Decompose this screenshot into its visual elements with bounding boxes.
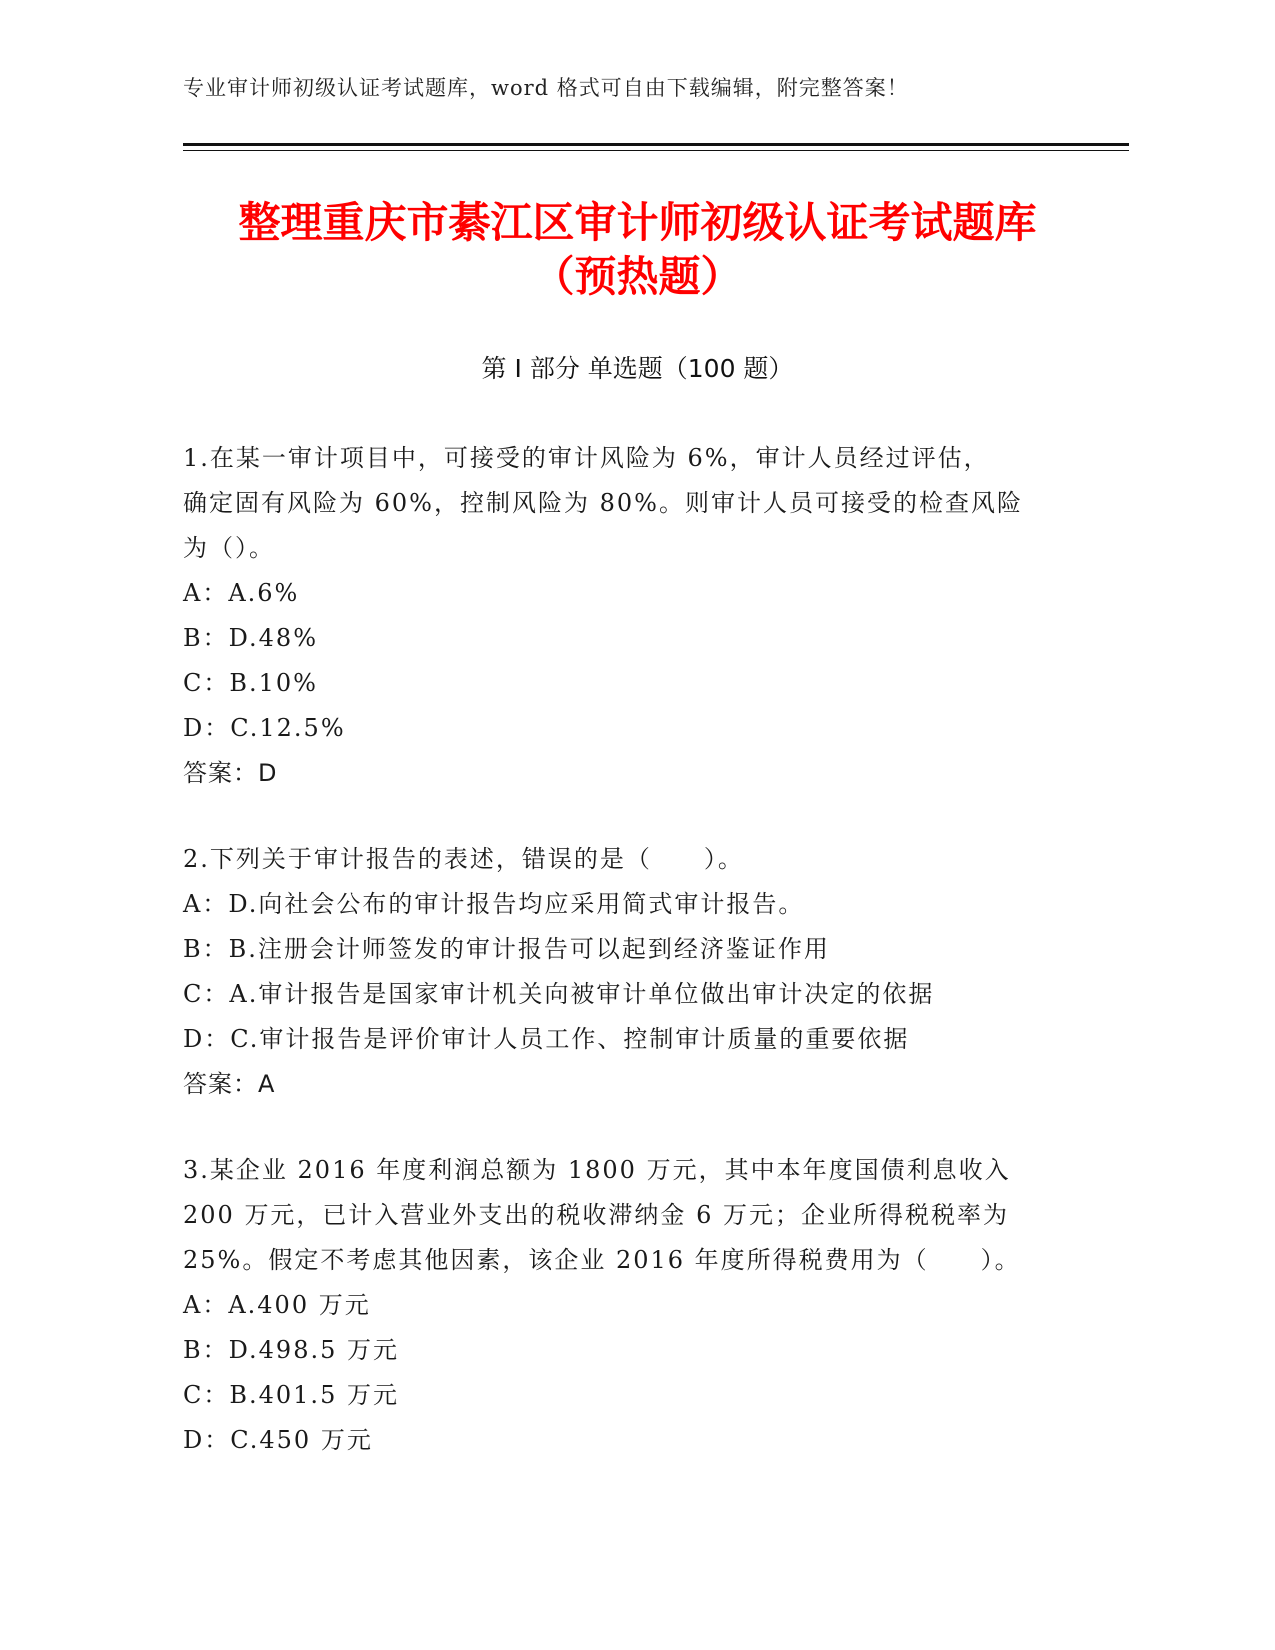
question-1 — [183, 436, 1083, 796]
option-a: A：D.向社会公布的审计报告均应采用简式审计报告。 — [183, 890, 805, 918]
option-d: D：C.12.5% — [183, 714, 346, 742]
section-title: 第 I 部分 单选题（100 题） — [481, 354, 794, 383]
question-stem-line: 1.在某一审计项目中，可接受的审计风险为 6%，审计人员经过评估， — [183, 444, 990, 472]
option-c: C：A.审计报告是国家审计机关向被审计单位做出审计决定的依据 — [183, 980, 935, 1008]
question-stem-line: 确定固有风险为 60%，控制风险为 80%。则审计人员可接受的检查风险 — [183, 489, 1023, 517]
page-header: 专业审计师初级认证考试题库，word 格式可自由下载编辑，附完整答案！ — [183, 76, 909, 100]
question-stem-line: 25%。假定不考虑其他因素，该企业 2016 年度所得税费用为（ ）。 — [183, 1246, 1021, 1274]
option-b: B：D.498.5 万元 — [183, 1336, 399, 1364]
header-rule-thin — [183, 150, 1129, 151]
question-2 — [183, 837, 1083, 1107]
header-rule-thick — [183, 143, 1129, 146]
document-title-line1: 整理重庆市綦江区审计师初级认证考试题库 — [238, 198, 1037, 247]
answer-text: 答案：A — [183, 1070, 276, 1098]
option-b: B：B.注册会计师签发的审计报告可以起到经济鉴证作用 — [183, 935, 830, 963]
question-stem-line: 为（）。 — [183, 534, 275, 562]
document-title-line2: （预热题） — [532, 252, 743, 301]
document-title — [150, 196, 1125, 304]
question-stem-line: 3.某企业 2016 年度利润总额为 1800 万元，其中本年度国债利息收入 — [183, 1156, 1011, 1184]
option-d: D：C.450 万元 — [183, 1426, 373, 1454]
option-b: B：D.48% — [183, 624, 318, 652]
option-a: A：A.6% — [183, 579, 300, 607]
question-list — [183, 436, 1083, 1504]
question-stem-line: 200 万元，已计入营业外支出的税收滞纳金 6 万元；企业所得税税率为 — [183, 1201, 1009, 1229]
option-c: C：B.401.5 万元 — [183, 1381, 399, 1409]
option-a: A：A.400 万元 — [183, 1291, 371, 1319]
answer-text: 答案：D — [183, 759, 278, 787]
option-d: D：C.审计报告是评价审计人员工作、控制审计质量的重要依据 — [183, 1025, 910, 1053]
question-stem-line: 2.下列关于审计报告的表述，错误的是（ ）。 — [183, 845, 744, 873]
question-3 — [183, 1148, 1083, 1463]
option-c: C：B.10% — [183, 669, 318, 697]
